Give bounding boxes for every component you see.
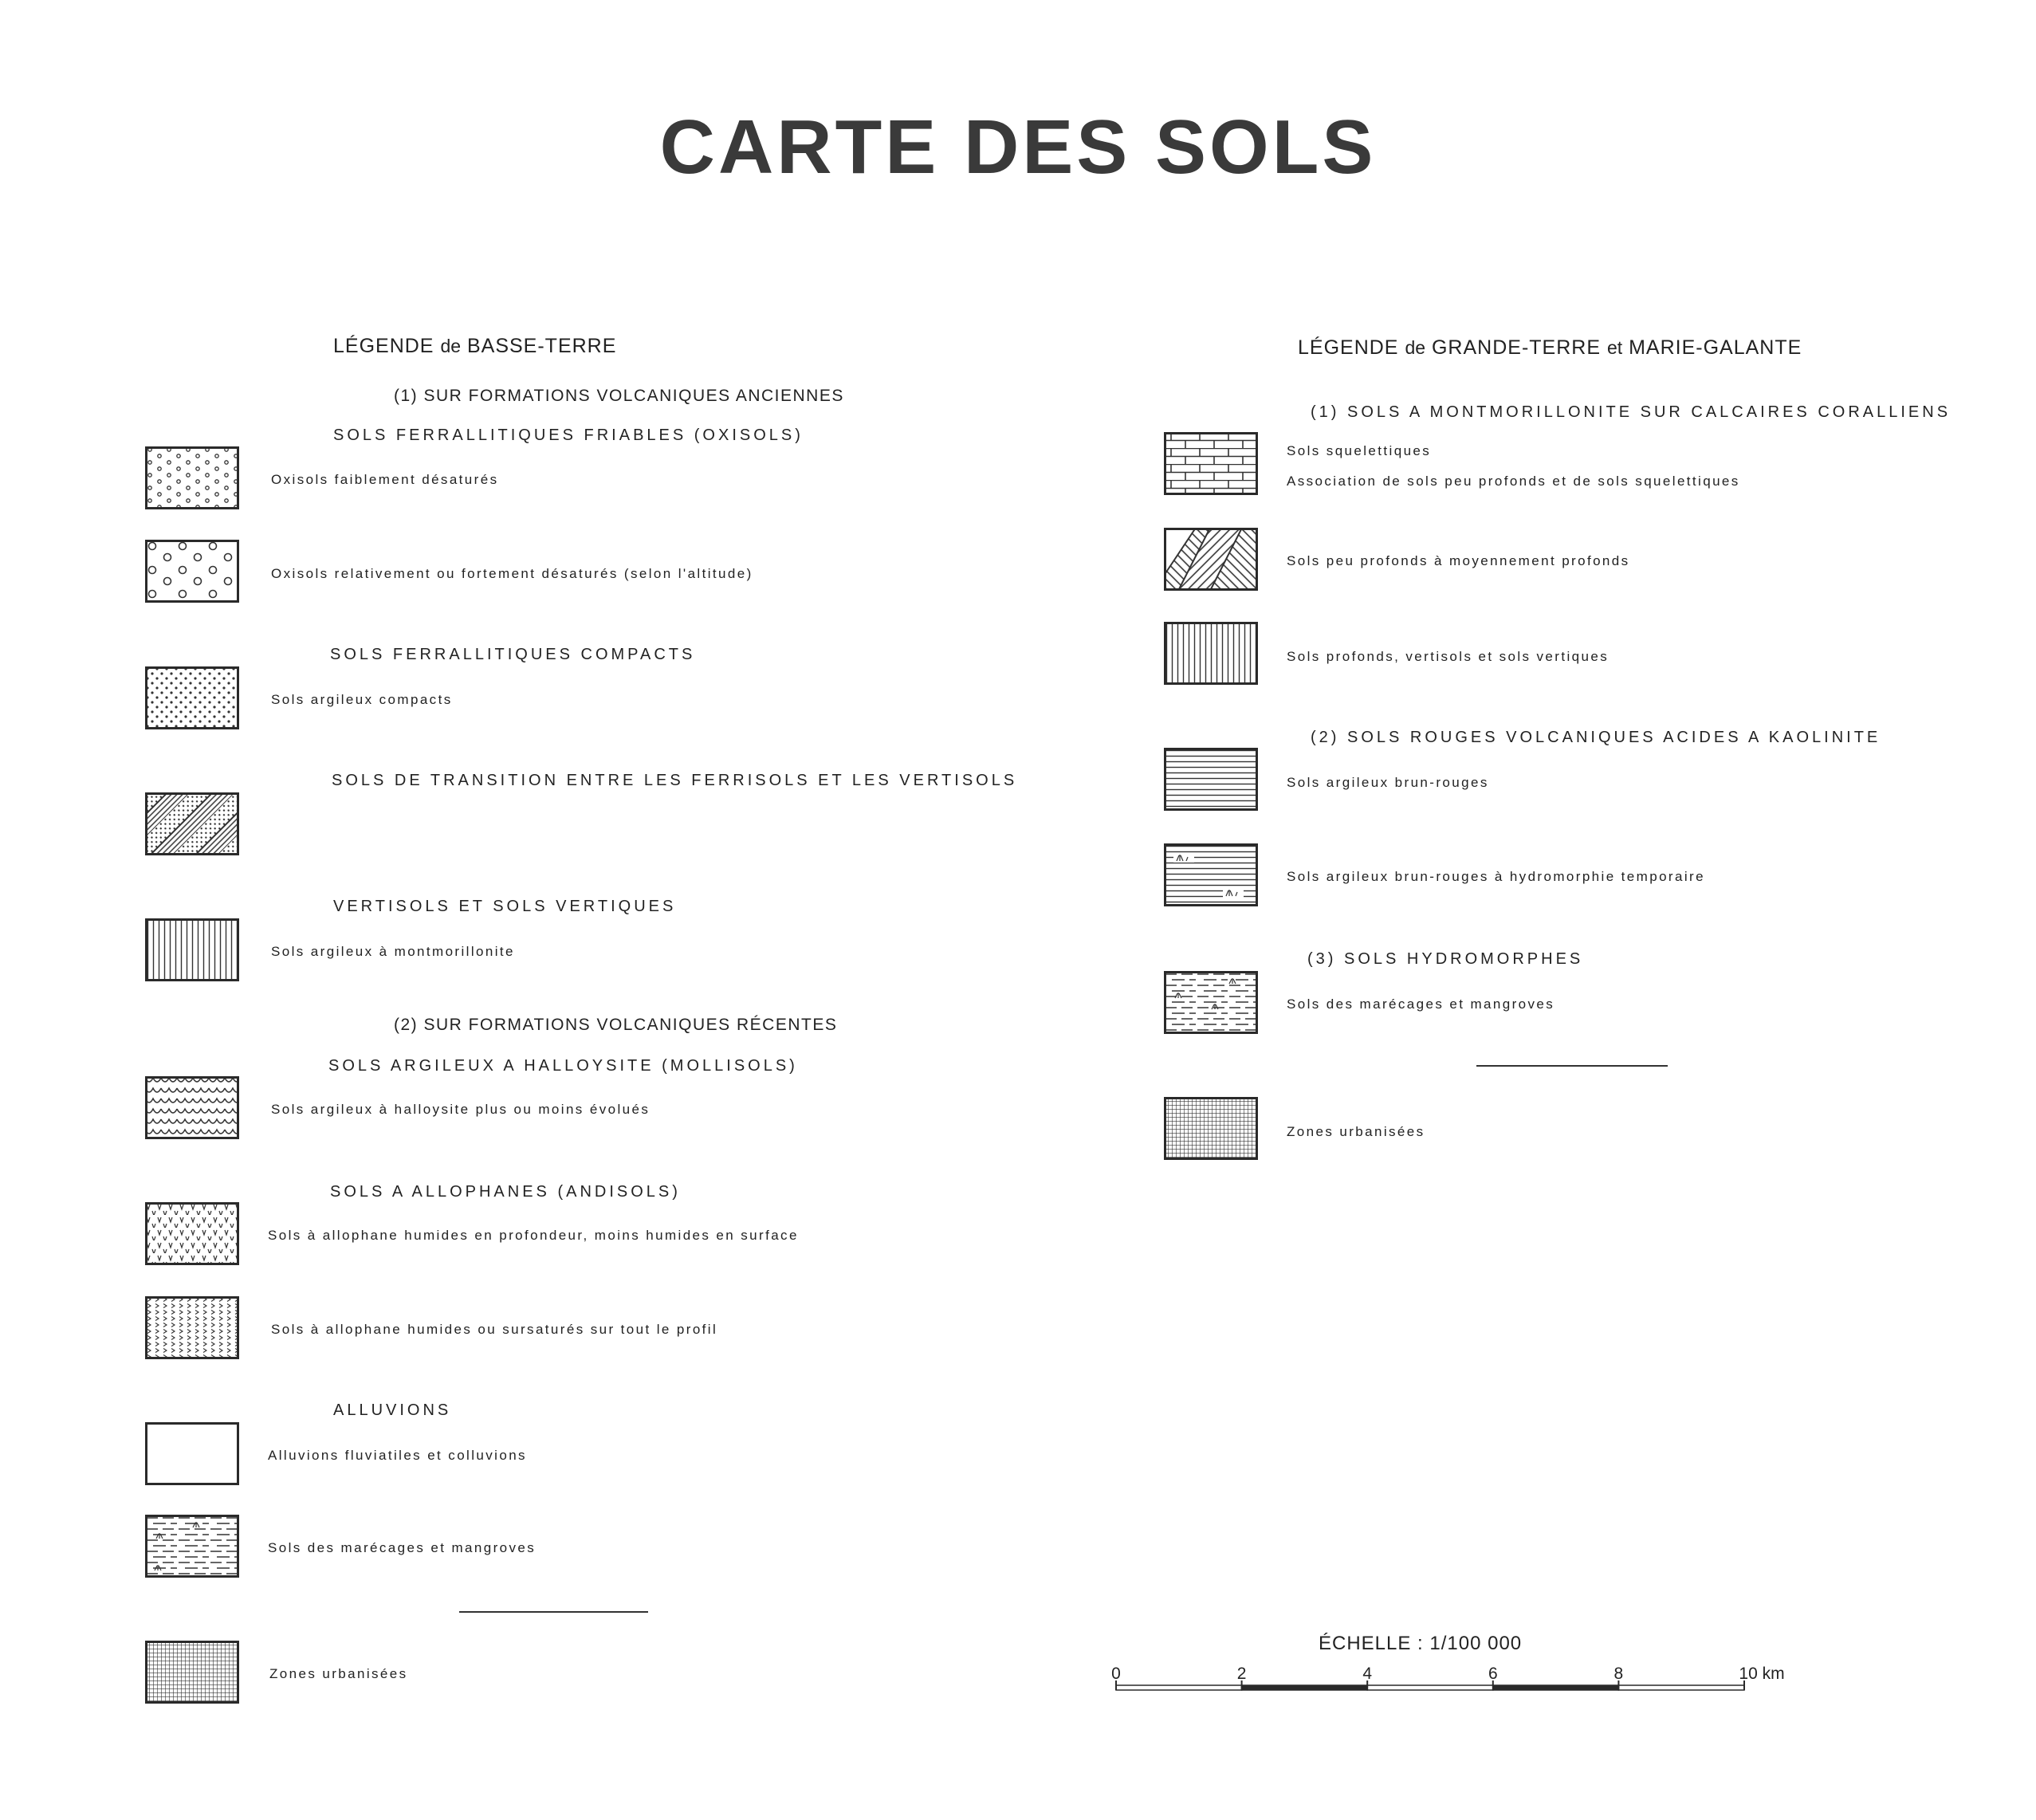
divider-grande-terre xyxy=(1476,1065,1668,1067)
heading-transition: SOLS DE TRANSITION ENTRE LES FERRISOLS ET LES VERTISOLS xyxy=(332,772,1018,789)
legend-de: de xyxy=(1405,337,1426,358)
heading-hydromorphes: (3) SOLS HYDROMORPHES xyxy=(1307,950,1584,968)
heading-halloysite: SOLS ARGILEUX A HALLOYSITE (MOLLISOLS) xyxy=(328,1057,798,1075)
heading-ferrallitiques-compacts: SOLS FERRALLITIQUES COMPACTS xyxy=(330,646,696,663)
item-brun-rouges: Sols argileux brun-rouges xyxy=(1287,775,1489,790)
group-heading-recentes: (2) SUR FORMATIONS VOLCANIQUES RÉCENTES xyxy=(394,1016,838,1034)
item-allophane-1: Sols à allophane humides en profondeur, moins humides en surface xyxy=(268,1228,799,1243)
item-oxisols-faible: Oxisols faiblement désaturés xyxy=(271,472,499,487)
item-urbain-gt: Zones urbanisées xyxy=(1287,1124,1425,1139)
group-heading-anciennes: (1) SUR FORMATIONS VOLCANIQUES ANCIENNES xyxy=(394,387,844,405)
swatch-argileux-compacts xyxy=(145,666,239,729)
legend-de: de xyxy=(440,336,462,356)
scale-tick-label: 0 xyxy=(1111,1665,1121,1683)
scale-label: ÉCHELLE : 1/100 000 xyxy=(1319,1633,1523,1654)
item-argileux-compacts: Sols argileux compacts xyxy=(271,692,453,707)
scale-tick-label: 6 xyxy=(1488,1665,1498,1683)
swatch-marecages-gt xyxy=(1164,971,1258,1034)
item-squelettiques: Sols squelettiques xyxy=(1287,443,1432,458)
scale-segment xyxy=(1367,1685,1493,1690)
scale-bar xyxy=(1113,1680,1747,1696)
heading-sols-rouges: (2) SOLS ROUGES VOLCANIQUES ACIDES A KAOLINITE xyxy=(1311,729,1881,746)
scale-tick-label: 8 xyxy=(1613,1665,1624,1683)
legend-place: GRANDE-TERRE xyxy=(1431,336,1601,359)
scale-segment xyxy=(1618,1685,1744,1690)
heading-allophanes: SOLS A ALLOPHANES (ANDISOLS) xyxy=(330,1183,681,1201)
item-marecages-bt: Sols des marécages et mangroves xyxy=(268,1540,537,1555)
swatch-brun-rouges xyxy=(1164,748,1258,811)
heading-montmorillonite-calcaires: (1) SOLS A MONTMORILLONITE SUR CALCAIRES CORALLIENS xyxy=(1311,403,1951,421)
legend-et: et xyxy=(1606,337,1623,358)
legend-place: BASSE-TERRE xyxy=(466,335,617,357)
scale-segment xyxy=(1242,1685,1368,1690)
swatch-alluvions xyxy=(145,1422,239,1485)
divider-basse-terre xyxy=(459,1611,648,1613)
swatch-allophane-1 xyxy=(145,1202,239,1265)
legend-title-grande-terre xyxy=(1298,336,1802,360)
legend-title-basse-terre xyxy=(333,335,616,358)
item-allophane-2: Sols à allophane humides ou sursaturés sur tout le profil xyxy=(271,1322,718,1337)
swatch-oxisols-faible xyxy=(145,446,239,509)
item-brun-rouges-hydro: Sols argileux brun-rouges à hydromorphie temporaire xyxy=(1287,869,1705,884)
swatch-halloysite xyxy=(145,1076,239,1139)
scale-segment xyxy=(1493,1685,1619,1690)
swatch-peu-profonds xyxy=(1164,528,1258,591)
swatch-urbain-gt xyxy=(1164,1097,1258,1160)
swatch-brun-rouges-hydro xyxy=(1164,843,1258,906)
item-marecages-gt: Sols des marécages et mangroves xyxy=(1287,996,1555,1012)
swatch-urbain-bt xyxy=(145,1641,239,1704)
heading-vertisols: VERTISOLS ET SOLS VERTIQUES xyxy=(333,898,677,915)
swatch-montmorillonite xyxy=(145,918,239,981)
scale-tick-label: 10 km xyxy=(1739,1665,1785,1683)
map-title: CARTE DES SOLS xyxy=(659,104,1377,190)
item-oxisols-fort: Oxisols relativement ou fortement désaturés (selon l'altitude) xyxy=(271,566,753,581)
item-association: Association de sols peu profonds et de sols squelettiques xyxy=(1287,474,1740,489)
scale-tick-label: 4 xyxy=(1362,1665,1373,1683)
swatch-allophane-2 xyxy=(145,1296,239,1359)
item-urbain-bt: Zones urbanisées xyxy=(269,1666,408,1681)
swatch-profonds xyxy=(1164,622,1258,685)
scale-tick-label: 2 xyxy=(1236,1665,1247,1683)
swatch-transition xyxy=(145,792,239,855)
scale-segment xyxy=(1116,1685,1242,1690)
heading-ferrallitiques-friables: SOLS FERRALLITIQUES FRIABLES (OXISOLS) xyxy=(333,427,804,444)
legend-place-2: MARIE-GALANTE xyxy=(1629,336,1802,359)
item-montmorillonite: Sols argileux à montmorillonite xyxy=(271,944,515,959)
swatch-squelettiques xyxy=(1164,432,1258,495)
item-profonds: Sols profonds, vertisols et sols vertiques xyxy=(1287,649,1610,664)
item-peu-profonds: Sols peu profonds à moyennement profonds xyxy=(1287,553,1630,568)
swatch-oxisols-fort xyxy=(145,540,239,603)
item-halloysite: Sols argileux à halloysite plus ou moins évolués xyxy=(271,1102,650,1117)
legend-word: LÉGENDE xyxy=(333,335,434,357)
heading-alluvions: ALLUVIONS xyxy=(333,1401,452,1419)
legend-word: LÉGENDE xyxy=(1298,336,1399,359)
swatch-marecages-bt xyxy=(145,1515,239,1578)
item-alluvions: Alluvions fluviatiles et colluvions xyxy=(268,1448,527,1463)
